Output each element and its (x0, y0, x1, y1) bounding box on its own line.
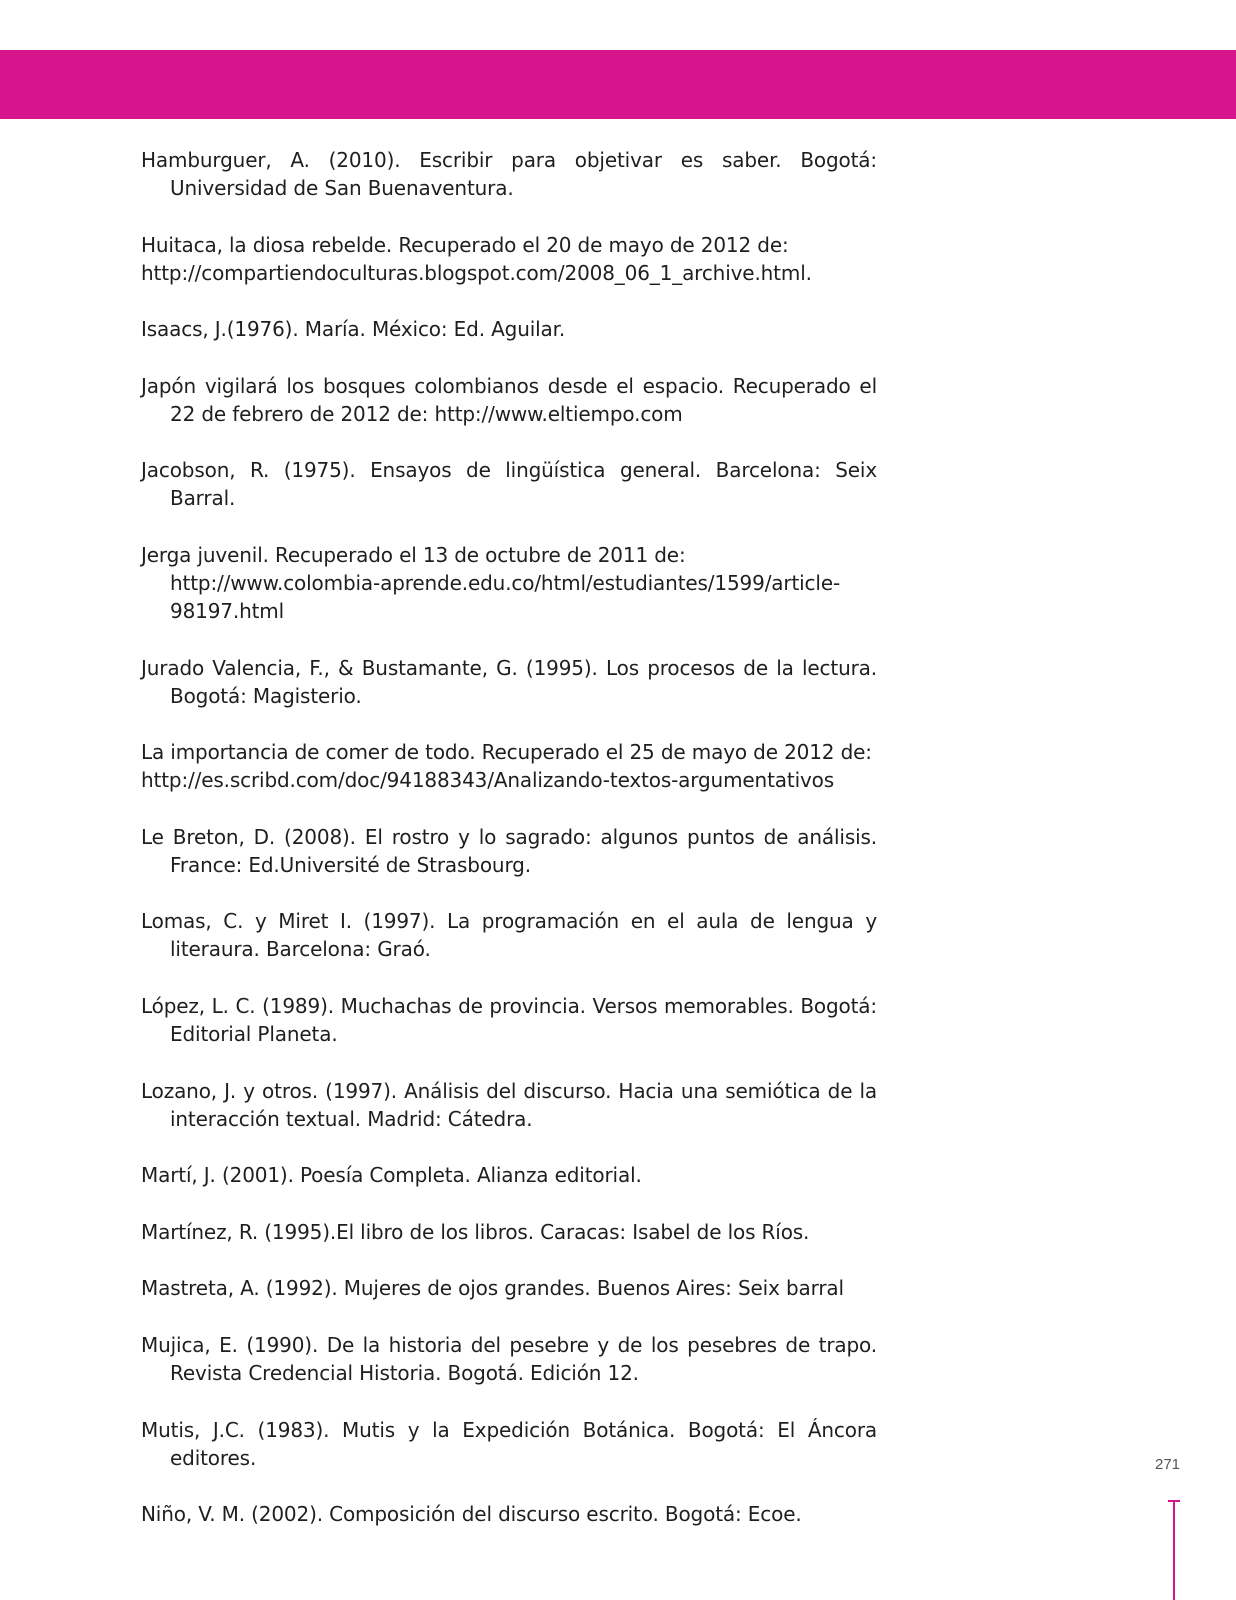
reference-item: Mastreta, A. (1992). Mujeres de ojos grandes. Buenos Aires: Seix barral (141, 1276, 844, 1301)
page-number: 271 (1155, 1456, 1181, 1473)
reference-item: Le Breton, D. (2008). El rostro y lo sagrado: algunos puntos de análisis. France: Ed.Université de Strasbourg. (141, 824, 877, 877)
margin-marker-line (1173, 1500, 1175, 1600)
reference-item: Huitaca, la diosa rebelde. Recuperado el 20 de mayo de 2012 de: http://compartiendoculturas.blogspot.com/2008_06_1_archive.html. (141, 232, 812, 285)
reference-item: Lozano, J. y otros. (1997). Análisis del discurso. Hacia una semiótica de la interacción textual. Madrid: Cátedra. (141, 1078, 877, 1131)
reference-item: Isaacs, J.(1976). María. México: Ed. Aguilar. (141, 317, 566, 342)
reference-item: Lomas, C. y Miret I. (1997). La programación en el aula de lengua y literaura. Barcelona: Graó. (141, 909, 877, 962)
reference-item: Hamburguer, A. (2010). Escribir para objetivar es saber. Bogotá: Universidad de San Buenaventura. (141, 148, 877, 200)
reference-item: Mujica, E. (1990). De la historia del pesebre y de los pesebres de trapo. Revista Credencial Historia. Bogotá. Edición 12. (141, 1332, 877, 1385)
reference-item: López, L. C. (1989). Muchachas de provincia. Versos memorables. Bogotá: Editorial Planeta. (141, 993, 877, 1046)
header-band (0, 50, 1236, 119)
reference-item: Jurado Valencia, F., & Bustamante, G. (1995). Los procesos de la lectura. Bogotá: Magisterio. (141, 655, 877, 708)
reference-item: Martínez, R. (1995).El libro de los libros. Caracas: Isabel de los Ríos. (141, 1219, 810, 1244)
reference-item: Martí, J. (2001). Poesía Completa. Alianza editorial. (141, 1163, 642, 1188)
reference-item: Japón vigilará los bosques colombianos desde el espacio. Recuperado el 22 de febrero de 2012 de: http://www.eltiempo.com (141, 373, 877, 426)
reference-item: Niño, V. M. (2002). Composición del discurso escrito. Bogotá: Ecoe. (141, 1502, 802, 1527)
reference-item: Mutis, J.C. (1983). Mutis y la Expedición Botánica. Bogotá: El Áncora editores. (141, 1417, 877, 1470)
reference-item: La importancia de comer de todo. Recuperado el 25 de mayo de 2012 de: http://es.scribd.com/doc/94188343/Analizando-textos-argumentativos (141, 740, 872, 793)
reference-item: Jacobson, R. (1975). Ensayos de lingüística general. Barcelona: Seix Barral. (141, 458, 877, 511)
reference-item: Jerga juvenil. Recuperado el 13 de octubre de 2011 de: http://www.colombia-aprende.edu.co/html/estudiantes/1599/article-98197.html (141, 542, 841, 623)
reference-list (141, 146, 877, 1557)
